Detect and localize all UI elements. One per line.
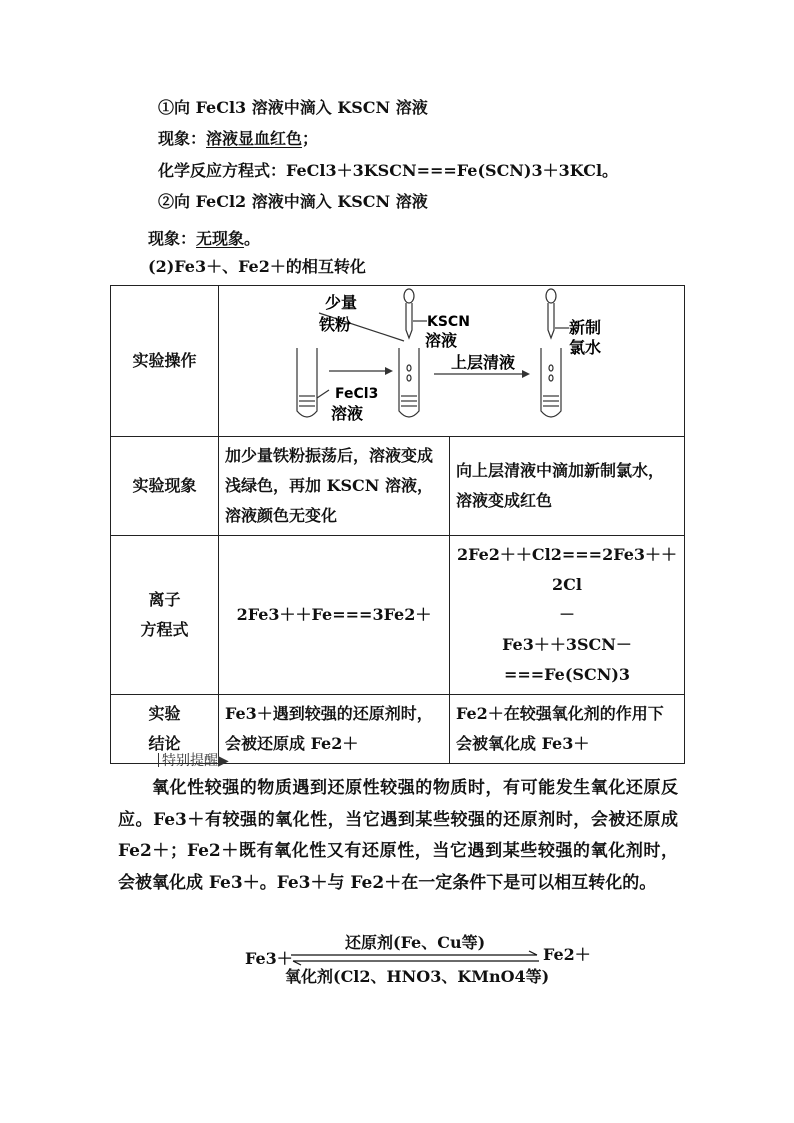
op-label: 实验操作 <box>111 286 219 437</box>
tip-bar <box>158 753 159 767</box>
conversion-formula <box>245 930 595 986</box>
ion-cell-2 <box>450 536 685 695</box>
test-tube-1 <box>297 348 317 417</box>
reversible-arrow-icon <box>289 950 541 966</box>
tip-paragraph: 氧化性较强的物质遇到还原性较强的物质时，有可能发生氧化还原反应。Fe3＋有较强的氧化性，当它遇到某些较强的还原剂时，会被还原成 Fe2＋；Fe2＋既有氧化性又有还原性，当它遇到某些较强的氧化剂时，会被氧化成 Fe3＋。Fe3＋与 Fe2＋在一定条件下是可以相互转化的。 <box>118 778 678 893</box>
test-tube-3 <box>541 348 561 417</box>
row-operation <box>111 286 685 437</box>
phenomenon-end-2: 。 <box>244 229 261 248</box>
label-fecl3: FeCl3 <box>335 386 379 402</box>
ion-2c: Fe3＋＋3SCN－ <box>502 635 632 654</box>
intro-line-4: ②向 FeCl2 溶液中滴入 KSCN 溶液 <box>158 192 428 211</box>
experiment-table <box>110 285 685 764</box>
formula-bottom: 氧化剂(Cl2、HNO3、KMnO4等) <box>285 967 550 986</box>
dropper-2 <box>548 303 554 338</box>
label-shangceng: 上层清液 <box>451 353 516 372</box>
row-ion-equation <box>111 536 685 695</box>
tip-label <box>158 750 229 770</box>
ph-cell-1: 加少量铁粉振荡后，溶液变成浅绿色，再加 KSCN 溶液，溶液颜色无变化 <box>219 437 450 536</box>
section-heading: (2)Fe3＋、Fe2＋的相互转化 <box>148 257 366 276</box>
label-lushui: 氯水 <box>569 338 602 357</box>
con-cell-2: Fe2＋在较强氧化剂的作用下会被氧化成 Fe3＋ <box>450 695 685 764</box>
ion-label-2: 方程式 <box>140 620 189 639</box>
experiment-diagram <box>219 286 684 426</box>
phenomenon-label: 现象： <box>158 129 207 148</box>
op-diagram-cell <box>219 286 685 437</box>
test-tube-2 <box>399 348 419 417</box>
label-xinzhi: 新制 <box>569 318 602 337</box>
label-tiefen: 铁粉 <box>319 315 352 334</box>
ion-2a: 2Fe2＋＋Cl2===2Fe3＋＋2Cl <box>456 545 678 594</box>
tip-label-text: 特别提醒▶ <box>162 753 229 769</box>
ion-label-1: 离子 <box>148 590 181 609</box>
con-cell-1: Fe3＋遇到较强的还原剂时，会被还原成 Fe2＋ <box>219 695 450 764</box>
dropper-bulb-2 <box>546 289 556 303</box>
label-kscn: KSCN <box>427 314 470 330</box>
dropper-1 <box>406 303 412 338</box>
dropper-bulb-1 <box>404 289 414 303</box>
phenomenon-value: 溶液显血红色 <box>206 129 303 148</box>
ph-cell-2: 向上层清液中滴加新制氯水，溶液变成红色 <box>450 437 685 536</box>
formula-left: Fe3＋ <box>245 949 293 968</box>
intro-line-3: 化学反应方程式：FeCl3＋3KSCN===Fe(SCN)3＋3KCl。 <box>158 161 619 180</box>
con-label-2: 结论 <box>148 734 181 753</box>
ion-label <box>111 536 219 695</box>
ion-2d: ===Fe(SCN)3 <box>503 665 631 684</box>
label-rongye-1: 溶液 <box>425 331 458 350</box>
con-label-1: 实验 <box>148 704 181 723</box>
row-phenomenon <box>111 437 685 536</box>
formula-top: 还原剂(Fe、Cu等) <box>345 933 486 952</box>
ion-cell-1: 2Fe3＋＋Fe===3Fe2＋ <box>219 536 450 695</box>
ion-2b: － <box>558 605 575 624</box>
intro-line-5 <box>148 228 260 250</box>
phenomenon-value-2: 无现象 <box>196 229 245 248</box>
ph-label: 实验现象 <box>111 437 219 536</box>
phenomenon-end: ； <box>302 129 319 148</box>
phenomenon-label-2: 现象： <box>148 229 197 248</box>
label-rongye-2: 溶液 <box>331 404 364 423</box>
intro-line-1: ①向 FeCl3 溶液中滴入 KSCN 溶液 <box>158 98 428 117</box>
intro-line-2 <box>158 128 318 150</box>
formula-right: Fe2＋ <box>543 945 591 964</box>
label-shaoliang: 少量 <box>325 293 358 312</box>
